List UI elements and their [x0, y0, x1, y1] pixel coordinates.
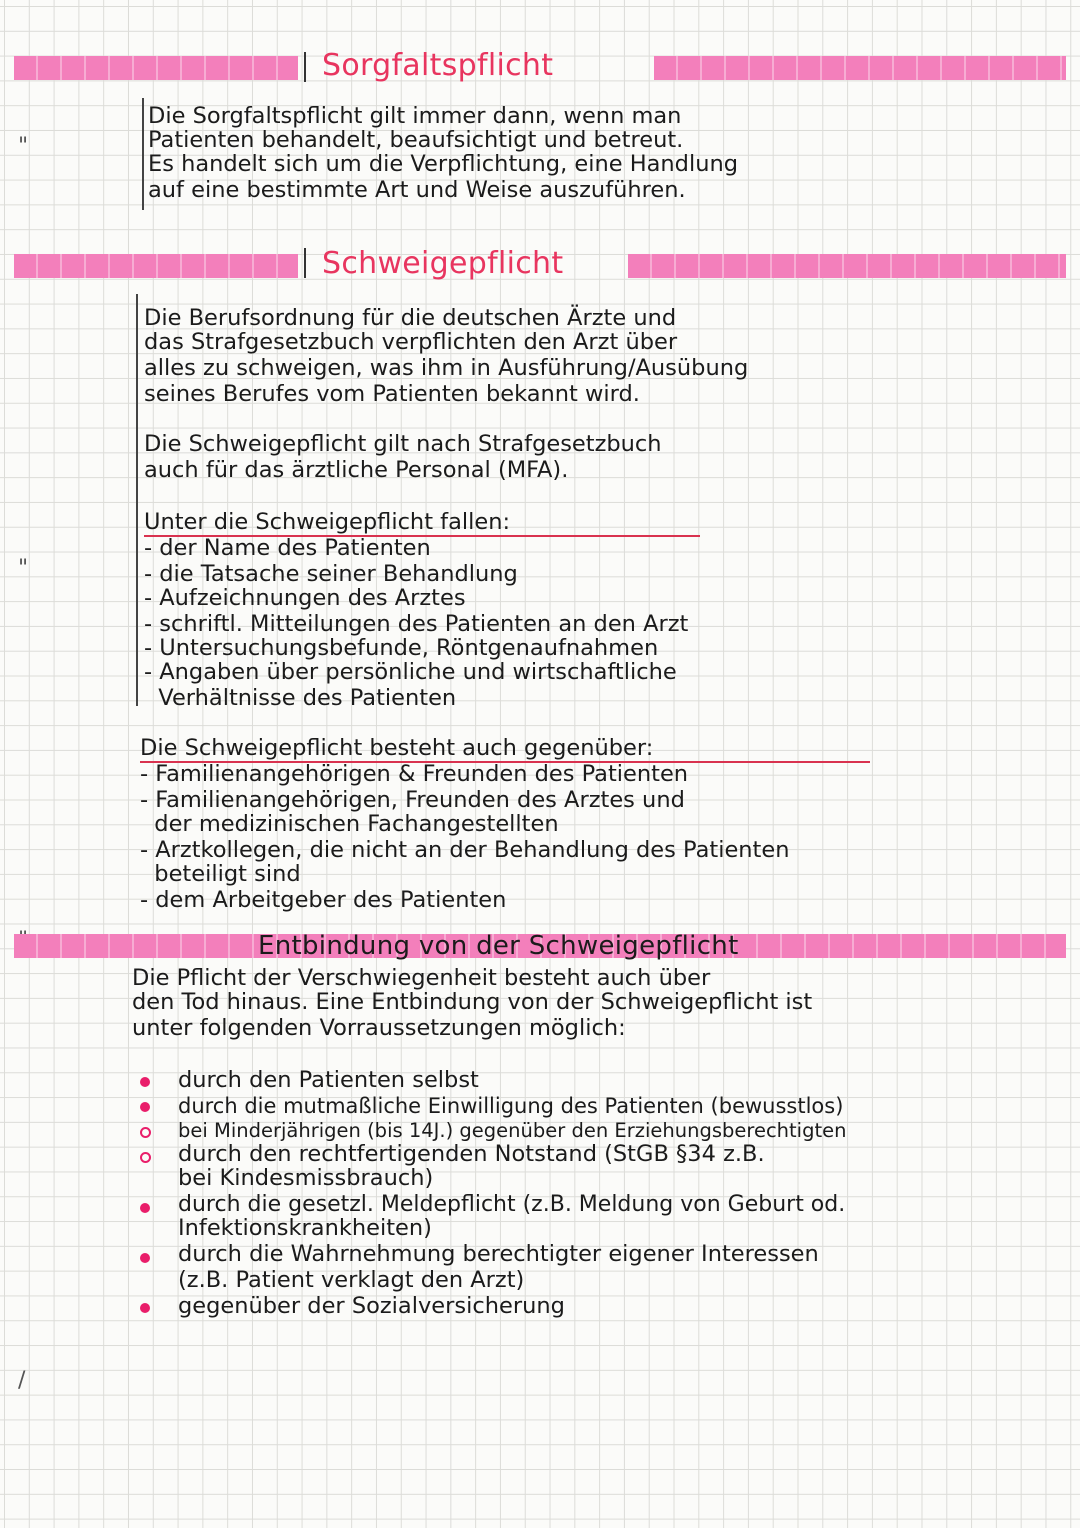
list2-heading: Die Schweigepflicht besteht auch gegenüber: [140, 735, 654, 761]
list2-item-6: - dem Arbeitgeber des Patienten [140, 887, 507, 913]
entbindung-item-5-cont: Infektionskrankheiten) [178, 1215, 432, 1241]
list1-item-3: - Aufzeichnungen des Arztes [144, 585, 466, 611]
entbindung-intro-line-3: unter folgenden Vorraussetzungen möglich: [132, 1015, 626, 1041]
list1-item-2: - die Tatsache seiner Behandlung [144, 561, 518, 587]
entbindung-intro-line-1: Die Pflicht der Verschwiegenheit besteht auch über [132, 965, 711, 991]
margin-rule-sorgfalt [142, 98, 144, 210]
highlight-bar-right [628, 254, 1066, 278]
list1-item-1: - der Name des Patienten [144, 535, 431, 561]
heading-pipe [304, 248, 306, 278]
schweige-para2-line-2: auch für das ärztliche Personal (MFA). [144, 457, 569, 483]
highlight-bar-left [14, 254, 298, 278]
entbindung-item-1: durch den Patienten selbst [178, 1067, 479, 1093]
sorgfalt-line-4: auf eine bestimmte Art und Weise auszuführen. [148, 177, 686, 203]
sorgfalt-line-2: Patienten behandelt, beaufsichtigt und betreut. [148, 127, 684, 153]
entbindung-item-6: durch die Wahrnehmung berechtigter eigener Interessen [178, 1241, 819, 1267]
schweige-para1-line-4: seines Berufes vom Patienten bekannt wird. [144, 381, 640, 407]
list1-item-4: - schriftl. Mitteilungen des Patienten an den Arzt [144, 611, 689, 637]
bullet-ring [140, 1127, 151, 1138]
margin-rule-schweige [136, 294, 138, 706]
schweige-para1-line-2: das Strafgesetzbuch verpflichten den Arzt über [144, 329, 678, 355]
entbindung-item-4-cont: bei Kindesmissbrauch) [178, 1165, 434, 1191]
list1-item-7: Verhältnisse des Patienten [144, 685, 457, 711]
schweige-para1-line-3: alles zu schweigen, was ihm in Ausführung/Ausübung [144, 355, 749, 381]
list1-heading: Unter die Schweigepflicht fallen: [144, 509, 511, 535]
bullet-dot [140, 1077, 150, 1087]
list2-item-3: der medizinischen Fachangestellten [140, 811, 559, 837]
entbindung-item-6-cont: (z.B. Patient verklagt den Arzt) [178, 1267, 525, 1293]
heading-sorgfaltspflicht: Sorgfaltspflicht [322, 48, 554, 83]
bullet-dot [140, 1253, 150, 1263]
bullet-ring [140, 1152, 151, 1163]
entbindung-item-2: durch die mutmaßliche Einwilligung des Patienten (bewusstlos) [178, 1094, 844, 1118]
highlight-bar-right [654, 56, 1066, 80]
list2-item-5: beteiligt sind [140, 861, 301, 887]
heading-pipe [304, 52, 306, 82]
list2-item-4: - Arztkollegen, die nicht an der Behandlung des Patienten [140, 837, 790, 863]
bullet-dot [140, 1303, 150, 1313]
entbindung-item-5: durch die gesetzl. Meldepflicht (z.B. Meldung von Geburt od. [178, 1192, 846, 1217]
sorgfalt-line-1: Die Sorgfaltspflicht gilt immer dann, wenn man [148, 103, 682, 129]
list1-item-5: - Untersuchungsbefunde, Röntgenaufnahmen [144, 635, 659, 661]
margin-mark-1: " [18, 134, 29, 159]
bullet-dot [140, 1102, 150, 1112]
list1-item-6: - Angaben über persönliche und wirtschaftliche [144, 659, 677, 685]
entbindung-item-3: bei Minderjährigen (bis 14J.) gegenüber den Erziehungsberechtigten [178, 1119, 847, 1142]
margin-mark-2: " [18, 556, 29, 581]
list2-item-1: - Familienangehörigen & Freunden des Patienten [140, 761, 689, 787]
heading-entbindung: Entbindung von der Schweigepflicht [258, 931, 739, 961]
list2-item-2: - Familienangehörigen, Freunden des Arztes und [140, 787, 685, 813]
entbindung-item-4: durch den rechtfertigenden Notstand (StGB §34 z.B. [178, 1141, 765, 1167]
bullet-dot [140, 1203, 150, 1213]
entbindung-intro-line-2: den Tod hinaus. Eine Entbindung von der Schweigepflicht ist [132, 989, 813, 1015]
highlight-bar-left [14, 56, 298, 80]
sorgfalt-line-3: Es handelt sich um die Verpflichtung, eine Handlung [148, 151, 739, 177]
schweige-para2-line-1: Die Schweigepflicht gilt nach Strafgesetzbuch [144, 431, 662, 457]
margin-mark-4: / [18, 1368, 26, 1393]
entbindung-item-7: gegenüber der Sozialversicherung [178, 1293, 565, 1319]
heading-schweigepflicht: Schweigepflicht [322, 246, 564, 281]
schweige-para1-line-1: Die Berufsordnung für die deutschen Ärzte und [144, 305, 677, 331]
